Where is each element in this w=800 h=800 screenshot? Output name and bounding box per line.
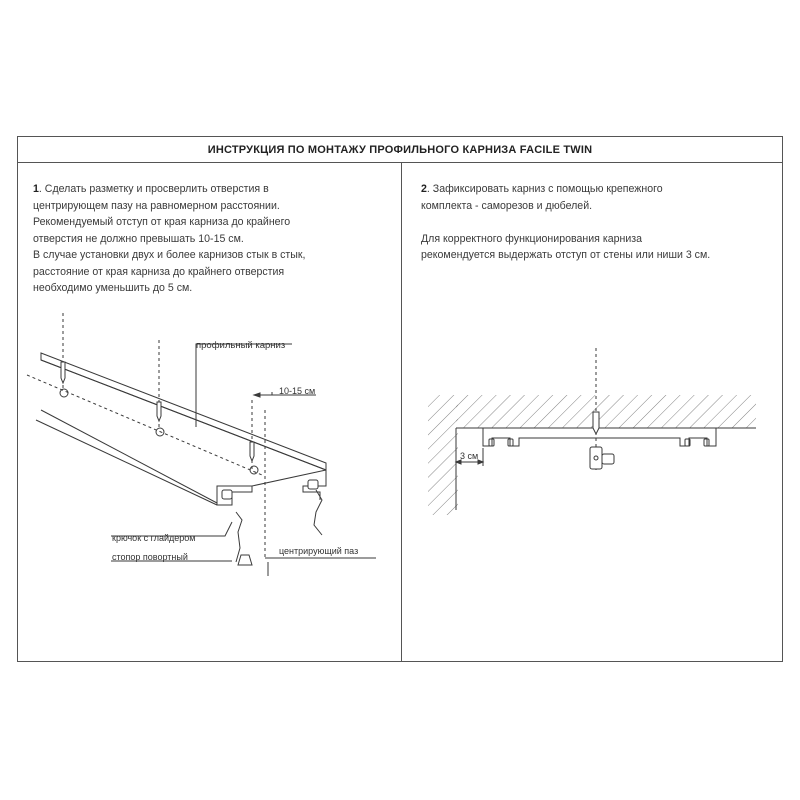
rail-perspective-drawing — [27, 313, 376, 576]
label-hook-glider: крючок с глайдером — [112, 533, 196, 543]
step-2-note-line: Для корректного функционирования карниза — [421, 232, 642, 245]
label-centering-groove: центрирующий паз — [279, 546, 359, 556]
label-stopper: стопор повортный — [112, 552, 188, 562]
step-1-line: расстояние от края карниза до крайнего отверстия — [33, 265, 285, 278]
step-1-line: Рекомендуемый отступ от края карниза до крайнего — [33, 216, 291, 228]
step-2-line: комплекта - саморезов и дюбелей. — [421, 199, 593, 212]
label-offset-10-15: 10-15 см — [279, 386, 316, 396]
step-2-note-line: рекомендуется выдержать отступ от стены или ниши 3 см. — [421, 249, 711, 261]
label-profile-rail: профильный карниз — [196, 340, 286, 351]
label-gap-3cm: 3 см — [460, 451, 479, 461]
step-2-line: . Зафиксировать карниз с помощью крепежного — [426, 183, 663, 195]
step-2-number: 2 — [421, 183, 427, 195]
step-1-line: необходимо уменьшить до 5 см. — [33, 282, 193, 294]
step-1-line: . Сделать разметку и просверлить отверстия в — [38, 183, 269, 195]
step-1-number: 1 — [33, 183, 39, 195]
step-1-line: отверстия не должно превышать 10-15 см. — [33, 232, 244, 245]
page-title: ИНСТРУКЦИЯ ПО МОНТАЖУ ПРОФИЛЬНОГО КАРНИЗА FACILE TWIN — [18, 137, 782, 163]
ceiling-section-drawing — [428, 348, 756, 515]
step-1-line: центрирующем пазу на равномерном расстоянии. — [33, 199, 280, 212]
step-1-line: В случае установки двух и более карнизов стык в стык, — [33, 249, 306, 261]
